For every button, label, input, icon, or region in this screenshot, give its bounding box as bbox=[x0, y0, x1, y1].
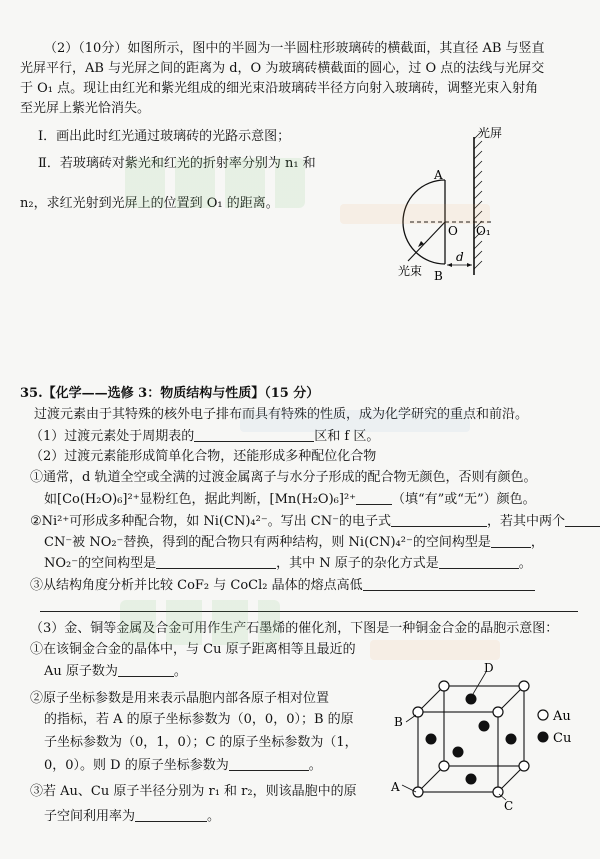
chem-q2-2f: ，其中 N 原子的杂化方式是 bbox=[276, 556, 439, 571]
chem-q2-3: ③从结构角度分析并比较 CoF₂ 与 CoCl₂ 晶体的熔点高低 bbox=[30, 578, 363, 593]
optics-q2-line4: 至光屏上紫光恰消失。 bbox=[20, 101, 151, 116]
label-d: d bbox=[456, 250, 464, 264]
chem-q3: （3）金、铜等金属及合金可用作生产石墨烯的催化剂，下图是一种铜金合金的晶胞示意图： bbox=[30, 621, 559, 636]
chem-q2-2-blank4[interactable] bbox=[439, 554, 519, 569]
chem-q2-2c: CN⁻被 NO₂⁻替换，得到的配合物只有两种结构，则 Ni(CN)₄²⁻的空间构型是 bbox=[44, 535, 491, 550]
screen-label: 光屏 bbox=[478, 126, 503, 140]
optics-part1: Ⅰ．画出此时红光通过玻璃砖的光路示意图； bbox=[38, 129, 291, 144]
watermark-url-2 bbox=[370, 640, 500, 660]
label-a: A bbox=[434, 168, 443, 182]
cell-label-a: A bbox=[391, 780, 400, 794]
chem-q3-1a: ①在该铜金合金的晶体中，与 Cu 原子距离相等且最近的 bbox=[30, 642, 356, 657]
chem-q3-2-blank[interactable] bbox=[229, 756, 309, 771]
chem-q2-2-row1 bbox=[30, 512, 600, 531]
chem-q3-2e: 。 bbox=[308, 758, 322, 773]
chem-q1 bbox=[30, 427, 379, 446]
chem-q2-3-blank1[interactable] bbox=[363, 576, 535, 591]
chem-q3-2d: 0，0）。则 D 的原子坐标参数为 bbox=[44, 758, 229, 773]
chem-q2-1-blank[interactable] bbox=[356, 490, 392, 505]
chem-q2: （2）过渡元素能形成简单化合物，还能形成多种配位化合物 bbox=[30, 449, 377, 464]
chem-q1-text-a: （1）过渡元素处于周期表的 bbox=[30, 429, 195, 444]
chem-q2-2-row3 bbox=[44, 554, 532, 573]
chem-q3-3-blank[interactable] bbox=[135, 807, 207, 822]
optics-part2-line2: n₂，求红光射到光屏上的位置到 O₁ 的距离。 bbox=[20, 196, 279, 211]
optics-diagram bbox=[380, 125, 520, 290]
legend-cu-label: Cu bbox=[553, 731, 572, 746]
chem-q3-2c: 子坐标参数为（0，1，0）；C 的原子坐标参数为（1， bbox=[44, 735, 358, 750]
legend-au-marker bbox=[538, 710, 548, 720]
chem-q3-2a: ②原子坐标参数是用来表示晶胞内部各原子相对位置 bbox=[30, 691, 330, 706]
chem-q2-2g: 。 bbox=[518, 556, 532, 571]
chem-q2-1c: （填“有”或“无”）颜色。 bbox=[392, 492, 536, 507]
label-o1: O₁ bbox=[476, 224, 491, 238]
chem-q2-2e: NO₂⁻的空间构型是 bbox=[44, 556, 157, 571]
chem-q2-1b: 如[Co(H₂O)₆]²⁺显粉红色，据此判断，[Mn(H₂O)₆]²⁺ bbox=[44, 492, 357, 507]
chem-q2-2a: ②Ni²⁺可形成多种配合物，如 Ni(CN)₄²⁻。写出 CN⁻的电子式 bbox=[30, 514, 391, 529]
beam-arrow bbox=[418, 241, 424, 247]
chem-q2-2-blank1b[interactable] bbox=[565, 512, 600, 527]
chem-q2-1 bbox=[44, 490, 536, 509]
optics-q2-line3: 于 O₁ 点。现让由红光和紫光组成的细光束沿玻璃砖半径方向射入玻璃砖，调整光束入射角 bbox=[20, 81, 539, 96]
chem-q3-1-blank[interactable] bbox=[118, 662, 174, 677]
chem-q3-3-row bbox=[44, 807, 220, 826]
chem-q2-3-row2 bbox=[40, 597, 578, 616]
chem-q2-2-blank2[interactable] bbox=[491, 533, 531, 548]
crystal-cell-diagram bbox=[388, 660, 598, 810]
chem-q3-1c: 。 bbox=[173, 664, 187, 679]
screen-hatch bbox=[474, 131, 482, 269]
chem-q2-2-blank3[interactable] bbox=[156, 554, 276, 569]
chem-q2-2d: ， bbox=[530, 535, 544, 550]
label-o: O bbox=[448, 224, 458, 238]
chem-q2-1a: ①通常，d 轨道全空或全满的过渡金属离子与水分子形成的配合物无颜色，否则有颜色。 bbox=[30, 470, 537, 485]
chem-q3-1b: Au 原子数为 bbox=[44, 664, 118, 679]
chem-q3-3a: ③若 Au、Cu 原子半径分别为 r₁ 和 r₂，则该晶胞中的原 bbox=[30, 784, 357, 799]
chem-q2-2b: ，若其中两个 bbox=[487, 514, 566, 529]
cell-label-c: C bbox=[504, 799, 514, 810]
chem-q1-blank[interactable] bbox=[194, 427, 314, 442]
chem-q2-2-row2 bbox=[44, 533, 544, 552]
legend-au-label: Au bbox=[553, 709, 571, 724]
chem-q1-text-b: 区和 f 区。 bbox=[314, 429, 380, 444]
chem-q3-1-row bbox=[44, 662, 187, 681]
chem-q3-2b: 的指标，若 A 的原子坐标参数为（0，0，0）；B 的原 bbox=[44, 712, 354, 727]
chem-q2-3-row bbox=[30, 576, 535, 595]
chem-q3-2-row bbox=[44, 756, 322, 775]
cell-label-d: D bbox=[484, 661, 494, 675]
incident-beam bbox=[408, 222, 445, 261]
chem-q3-3c: 。 bbox=[207, 809, 221, 824]
label-b: B bbox=[434, 269, 443, 283]
optics-q2-line1: （2）（10分）如图所示，图中的半圆为一半圆柱形玻璃砖的横截面，其直径 AB 与竖直 bbox=[44, 41, 545, 56]
chem-intro: 过渡元素由于其特殊的核外电子排布而具有特殊的性质，成为化学研究的重点和前沿。 bbox=[34, 407, 529, 422]
chem-q2-2-blank1[interactable] bbox=[391, 512, 487, 527]
chem-header: 35.【化学——选修 3：物质结构与性质】（15 分） bbox=[20, 386, 320, 401]
legend-cu-marker bbox=[538, 732, 549, 743]
chem-q3-3b: 子空间利用率为 bbox=[44, 809, 136, 824]
optics-part2-line1: Ⅱ．若玻璃砖对紫光和红光的折射率分别为 n₁ 和 bbox=[38, 156, 316, 171]
chem-q2-3-blank2[interactable] bbox=[40, 597, 578, 612]
optics-q2-line2: 光屏平行，AB 与光屏之间的距离为 d，O 为玻璃砖横截面的圆心，过 O 点的法线与光屏交 bbox=[20, 61, 545, 76]
label-beam: 光束 bbox=[398, 264, 423, 278]
cell-label-b: B bbox=[394, 715, 403, 729]
